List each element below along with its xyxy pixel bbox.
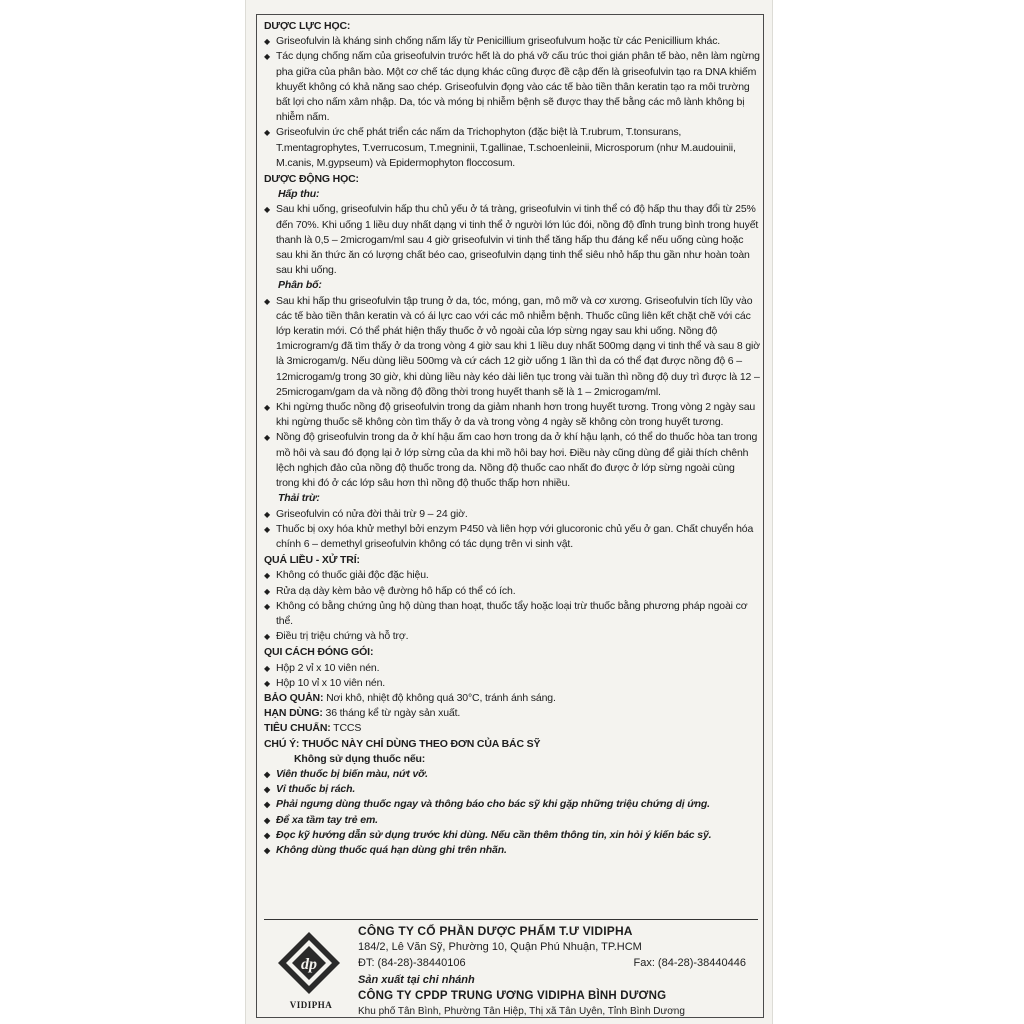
info-row: [264, 721, 760, 736]
company-info: [358, 923, 758, 1020]
info-label: BẢO QUẢN:: [264, 691, 324, 704]
warning-item: ◆ Để xa tầm tay trẻ em.: [264, 813, 760, 828]
bullet-item: ◆ Sau khi uống, griseofulvin hấp thu chủ yếu ở tá tràng, griseofulvin vi tinh thể có độ hấp thu thay đổi từ 25% đến 70%. Khi uống 1 liều duy nhất dạng vi tinh thể ở người lớn lúc đói, nồng độ đỉnh trung bình trong huyết thanh là 0,5 – 2microgam/ml sau 4 giờ griseofulvin vi tinh thể tăng hấp thu đáng kể nếu uống cùng hoặc sau khi ăn thức ăn có lượng chất béo cao, griseofulvin dạng tinh thể siêu nhỏ hấp thu gần như hoàn toàn sau khi uống.: [264, 202, 760, 278]
branch-name: CÔNG TY CPDP TRUNG ƯƠNG VIDIPHA BÌNH DƯƠNG: [358, 989, 667, 1002]
section-heading: QUÁ LIỀU - XỬ TRÍ:: [264, 554, 360, 567]
warning-item: ◆ Vỉ thuốc bị rách.: [264, 782, 760, 797]
bullet-item: ◆ Thuốc bị oxy hóa khử methyl bởi enzym P450 và liên hợp với glucoronic chủ yếu ở gan. Chất chuyển hóa chính 6 – demethyl griseofulvin không có tác dụng trên vi sinh vật.: [264, 522, 760, 552]
info-row: [264, 691, 760, 706]
warning-heading: Không sử dụng thuốc nếu:: [294, 752, 426, 765]
company-contact: [358, 955, 758, 971]
info-row: [264, 706, 760, 721]
bullet-item: ◆ Griseofulvin ức chế phát triển các nấm da Trichophyton (đặc biệt là T.rubrum, T.tonsurans, T.mentagrophytes, T.verrucosum, T.megninii, T.gallinae, T.schoenleinii, Microsporum (như M.audouinii, M.canis, M.gypseum) và Epidermophyton floccosum.: [264, 125, 760, 171]
company-address: 184/2, Lê Văn Sỹ, Phường 10, Quận Phú Nhuận, TP.HCM: [358, 941, 642, 954]
bullet-item: ◆ Hộp 10 vỉ x 10 viên nén.: [264, 676, 760, 691]
bullet-item: ◆ Sau khi hấp thu griseofulvin tập trung ở da, tóc, móng, gan, mô mỡ và cơ xương. Griseofulvin tích lũy vào các tế bào tiền thân keratin và có ái lực cao với các mô nhiễm bệnh. Thuốc cũng liên kết chặt chẽ với các lớp keratin mới. Có thể phát hiện thấy thuốc ở vỏ ngoài của lớp sừng ngay sau khi uống. Nồng độ 1microgram/g đã tìm thấy ở da trong vòng 4 giờ sau khi 1 liều duy nhất 500mg dạng vi tinh thể và sau 8 giờ là 3microgam/g. Nếu dùng liều 500mg và cứ cách 12 giờ uống 1 lần thì da có thể đạt được nồng độ 6 – 12microgam/g trong 30 giờ, khi dùng liều này kéo dài liên tục trong vài tuần thì nồng độ duy trì được là 12 – 25microgam/gam da và nồng độ đồng thời trong huyết thanh sẽ là 1 – 2microgam/ml.: [264, 294, 760, 400]
subsection-heading: Thải trừ:: [278, 492, 320, 505]
bullet-item: ◆ Griseofulvin là kháng sinh chống nấm lấy từ Penicillium griseofulvum hoặc từ các Penicillium khác.: [264, 34, 760, 49]
branch-address: Khu phố Tân Bình, Phường Tân Hiệp, Thị xã Tân Uyên, Tỉnh Bình Dương: [358, 1006, 685, 1018]
bullet-item: ◆ Hộp 2 vỉ x 10 viên nén.: [264, 661, 760, 676]
bullet-item: ◆ Nồng độ griseofulvin trong da ở khí hậu ấm cao hơn trong da ở khí hậu lạnh, có thể do thuốc hòa tan trong mồ hôi và sau đó đọng lại ở lớp sừng của da khi mồ hôi bay hơi. Điều này cũng dùng để giải thích chênh lệch nghịch đảo của nồng độ thuốc trong da. Nồng độ thuốc cao nhất đo được ở lớp sừng ngoài cùng trong khi đó ở các lớp sâu hơn thì nồng độ thuốc thấp hơn nhiều.: [264, 430, 760, 491]
section-heading: DƯỢC ĐỘNG HỌC:: [264, 173, 359, 186]
bullet-item: ◆ Rửa dạ dày kèm bảo vệ đường hô hấp có thể có ích.: [264, 584, 760, 599]
section-heading: QUI CÁCH ĐÓNG GÓI:: [264, 646, 374, 659]
company-name: CÔNG TY CỔ PHẦN DƯỢC PHẨM T.Ư VIDIPHA: [358, 924, 633, 938]
info-value: TCCS: [330, 722, 362, 735]
logo-wordmark: VIDIPHA: [289, 1000, 333, 1010]
company-phone: ĐT: (84-28)-38440106: [358, 957, 466, 970]
logo-monogram: dp: [301, 956, 317, 973]
subsection-heading: Hấp thu:: [278, 188, 320, 201]
bullet-item: ◆ Điều trị triệu chứng và hỗ trợ.: [264, 629, 760, 644]
branch-label: Sản xuất tại chi nhánh: [358, 973, 475, 986]
footer-divider: [264, 919, 758, 920]
warning-item: ◆ Viên thuốc bị biến màu, nứt vỡ.: [264, 767, 760, 782]
section-heading: DƯỢC LỰC HỌC:: [264, 20, 351, 32]
warning-item: ◆ Không dùng thuốc quá hạn dùng ghi trên nhãn.: [264, 843, 760, 858]
warning-item: ◆ Phải ngưng dùng thuốc ngay và thông báo cho bác sỹ khi gặp những triệu chứng dị ứng.: [264, 797, 760, 812]
info-value: 36 tháng kể từ ngày sản xuất.: [322, 707, 461, 720]
bullet-item: ◆ Tác dụng chống nấm của griseofulvin trước hết là do phá vỡ cấu trúc thoi gián phân tế bào, nên làm ngừng pha giữa của phân bào. Một cơ chế tác dụng khác cũng được đề cập đến là griseofulvin tạo ra DNA khiếm khuyết không có khả năng sao chép. Griseofulvin đọng vào các tế bào tiền thân keratin tạo ra môi trường bất lợi cho nấm xâm nhập. Da, tóc và móng bị nhiễm bệnh sẽ được thay thế bằng các mô lành không bị nhiễm nấm.: [264, 49, 760, 125]
warning-item: ◆ Đọc kỹ hướng dẫn sử dụng trước khi dùng. Nếu cần thêm thông tin, xin hỏi ý kiến bác sỹ.: [264, 828, 760, 843]
bullet-item: ◆ Khi ngừng thuốc nồng độ griseofulvin trong da giảm nhanh hơn trong huyết tương. Trong vòng 2 ngày sau khi ngừng thuốc sẽ không còn tìm thấy ở da và trong vòng 4 ngày sẽ không còn trong huyết tương.: [264, 400, 760, 430]
bullet-item: ◆ Không có thuốc giải độc đặc hiệu.: [264, 568, 760, 583]
leaflet-content: [264, 18, 760, 858]
bullet-item: ◆ Không có bằng chứng ủng hộ dùng than hoạt, thuốc tẩy hoặc loại trừ thuốc bằng phương pháp ngoài cơ thể.: [264, 599, 760, 629]
info-label: HẠN DÙNG:: [264, 707, 323, 720]
info-value: Nơi khô, nhiệt độ không quá 30°C, tránh ánh sáng.: [323, 691, 556, 704]
prescription-note: CHÚ Ý: THUỐC NÀY CHỈ DÙNG THEO ĐƠN CỦA BÁC SỸ: [264, 737, 541, 750]
bullet-item: ◆ Griseofulvin có nửa đời thải trừ 9 – 24 giờ.: [264, 507, 760, 522]
info-label: TIÊU CHUẨN:: [264, 722, 331, 735]
subsection-heading: Phân bố:: [278, 279, 322, 292]
company-fax: Fax: (84-28)-38440446: [633, 957, 746, 970]
